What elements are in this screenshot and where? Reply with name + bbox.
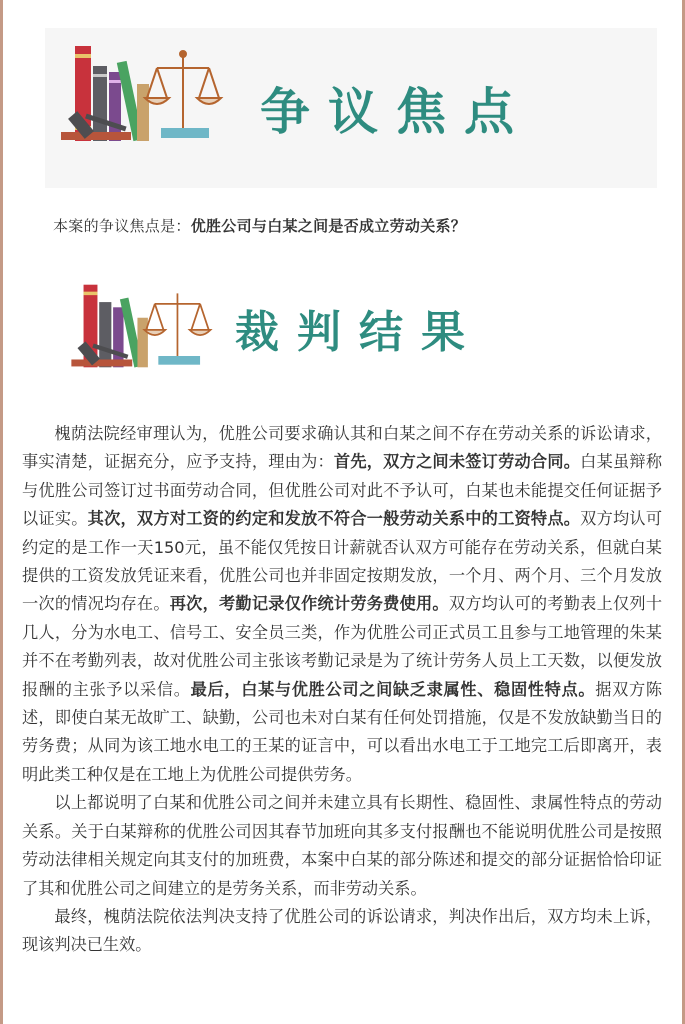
books-scales-illustration [53,36,228,151]
scales-icon [145,51,221,128]
text-segment: 双方均认可约定的是工作一天150元，虽不能仅凭按日计薪就否认双方可能存在劳动关系，但就白某提供的工资发放凭证来看，优胜公司也并非固定按期发放，一个月、两个月、三个月发放一次的情况均存在。 [22,509,663,614]
section-banner-judgment [45,268,657,388]
bold-segment: 其次，双方对工资的约定和发放不符合一般劳动关系中的工资特点。 [87,509,581,529]
text-segment: 据双方陈述，即使白某无故旷工、缺勤，公司也未对白某有任何处罚措施，仅是不发放缺勤当日的劳务费；从同为该工地水电工的王某的证言中，可以看出水电工于工地完工后即离开，表明此类工种仅是在工地上为优胜公司提供劳务。 [22,679,663,784]
book-base [161,128,209,138]
banner-title-judgment: 裁判结果 [235,307,483,358]
books-scales-illustration [53,276,228,376]
text-segment: 白某虽辩称与优胜公司签订过书面劳动合同，但优胜公司对此不予认可，白某也未能提交任何证据予以证实。 [22,452,663,529]
paragraph [22,420,662,789]
paragraph [22,903,662,960]
text-segment: 槐荫法院经审理认为，优胜公司要求确认其和白某之间不存在劳动关系的诉讼请求，事实清楚，证据充分，应予支持，理由为： [22,424,662,472]
bold-segment: 首先，双方之间未签订劳动合同。 [333,452,581,472]
dispute-question: 优胜公司与白某之间是否成立劳动关系？ [190,217,467,235]
paragraph [22,789,662,903]
text-segment: 以上都说明了白某和优胜公司之间并未建立具有长期性、稳固性、隶属性特点的劳动关系。关于白某辩称的优胜公司因其春节加班向其多支付报酬也不能说明优胜公司是按照劳动法律相关规定向其支付的加班费，本案中白某的部分陈述和提交的部分证据恰恰印证了其和优胜公司之间建立的是劳务关系，而非劳动关系。 [22,793,662,898]
banner-title-dispute: 争议焦点 [260,82,532,141]
scales-icon [144,293,210,356]
dispute-prefix: 本案的争议焦点是： [53,217,191,235]
section-banner-dispute [45,28,657,188]
text-segment: 双方均认可的考勤表上仅列十几人，分为水电工、信号工、安全员三类，作为优胜公司正式员工且参与工地管理的朱某并不在考勤列表，故对优胜公司主张该考勤记录是为了统计劳务人员上工天数，以便发放报酬的主张予以采信。 [22,594,663,699]
text-segment: 最终，槐荫法院依法判决支持了优胜公司的诉讼请求，判决作出后，双方均未上诉，现该判决已生效。 [22,906,662,955]
bold-segment: 再次，考勤记录仅作统计劳务费使用。 [169,594,449,614]
dispute-focus [53,214,653,238]
bold-segment: 最后，白某与优胜公司之间缺乏隶属性、稳固性特点。 [190,679,596,699]
judgment-body [22,420,662,960]
